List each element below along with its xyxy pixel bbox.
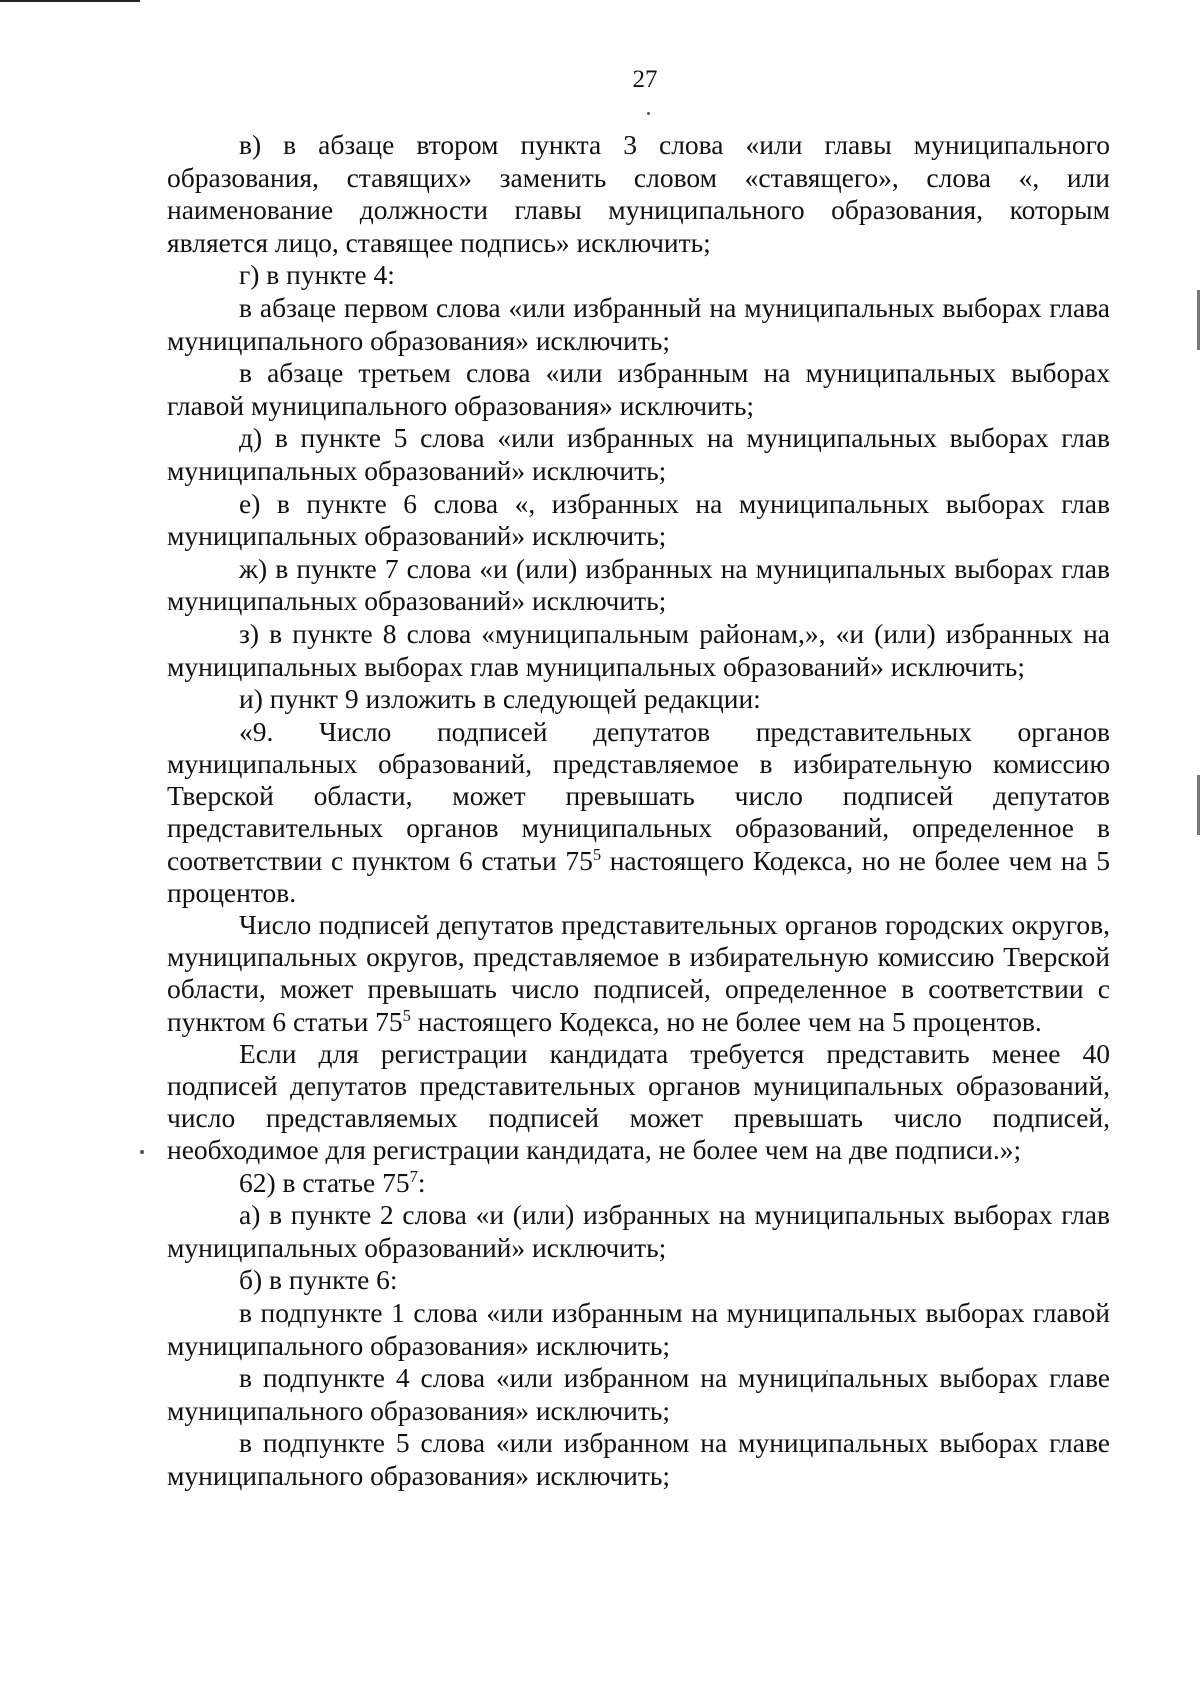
paragraph: ж) в пункте 7 слова «и (или) избранных на муниципальных выборах глав муниципальных образований» исключить; <box>167 552 1110 617</box>
paragraph: б) в пункте 6: <box>239 1264 398 1296</box>
paragraph: в подпункте 4 слова «или избранном на муниципальных выборах главе муниципального образования» исключить; <box>167 1362 1110 1426</box>
paragraph <box>167 716 1110 909</box>
paragraph: в абзаце первом слова «или избранный на муниципальных выборах глава муниципального образования» исключить; <box>167 291 1110 356</box>
superscript: 5 <box>402 1005 411 1025</box>
scan-edge-line <box>0 0 140 2</box>
paragraph: а) в пункте 2 слова «и (или) избранных на муниципальных выборах глав муниципальных образований» исключить; <box>167 1199 1110 1263</box>
paragraph: в подпункте 5 слова «или избранном на муниципальных выборах главе муниципального образования» исключить; <box>167 1427 1110 1491</box>
paragraph: в подпункте 1 слова «или избранным на муниципальных выборах главой муниципального образования» исключить; <box>167 1296 1110 1361</box>
paragraph: г) в пункте 4: <box>239 259 395 291</box>
scan-speck <box>647 112 650 115</box>
paragraph-text: настоящего Кодекса, но не более чем на 5 процентов. <box>167 844 1110 908</box>
paragraph <box>167 909 1110 1038</box>
paragraph: д) в пункте 5 слова «или избранных на муниципальных выборах глав муниципальных образований» исключить; <box>167 422 1110 486</box>
paragraph-text: настоящего Кодекса, но не более чем на 5 процентов. <box>410 1005 1042 1037</box>
paragraph: Если для регистрации кандидата требуется представить менее 40 подписей депутатов представительных органов муниципальных образований, число представляемых подписей может превышать число подписей, необходимое для регистрации кандидата, не более чем на две подписи.»; <box>167 1037 1110 1166</box>
superscript: 5 <box>592 844 602 864</box>
paragraph: и) пункт 9 изложить в следующей редакции: <box>239 683 761 715</box>
paragraph-text: : <box>417 1166 426 1198</box>
paragraph: в абзаце третьем слова «или избранным на муниципальных выборах главой муниципального образования» исключить; <box>167 357 1110 421</box>
page-number: 27 <box>632 66 658 93</box>
paragraph <box>167 1167 1110 1200</box>
paragraph-text: «9. Число подписей депутатов представительных органов муниципальных образований, представляемое в избирательную комиссию Тверской области, может превышать число подписей депутатов представительных органов муниципальных образований, определенное в соответствии с пунктом 6 статьи 75 <box>167 715 1110 876</box>
paragraph: в) в абзаце втором пункта 3 слова «или главы муниципального образования, ставящих» заменить словом «ставящего», слова «, или наименование должности главы муниципального образования, которым является лицо, ставящее подпись» исключить; <box>167 129 1110 258</box>
document-body <box>167 129 1110 1492</box>
scan-speck <box>140 1150 144 1154</box>
superscript: 7 <box>409 1166 418 1186</box>
paragraph-text: 62) в статье 75 <box>239 1166 410 1198</box>
paragraph: з) в пункте 8 слова «муниципальным районам,», «и (или) избранных на муниципальных выборах глав муниципальных образований» исключить; <box>167 617 1110 682</box>
paragraph: е) в пункте 6 слова «, избранных на муниципальных выборах глав муниципальных образований» исключить; <box>167 487 1110 552</box>
paragraph-text: Число подписей депутатов представительных органов городских округов, муниципальных округов, представляемое в избирательную комиссию Тверской области, может превышать число подписей, определенное в соответствии с пунктом 6 статьи 75 <box>167 908 1110 1037</box>
